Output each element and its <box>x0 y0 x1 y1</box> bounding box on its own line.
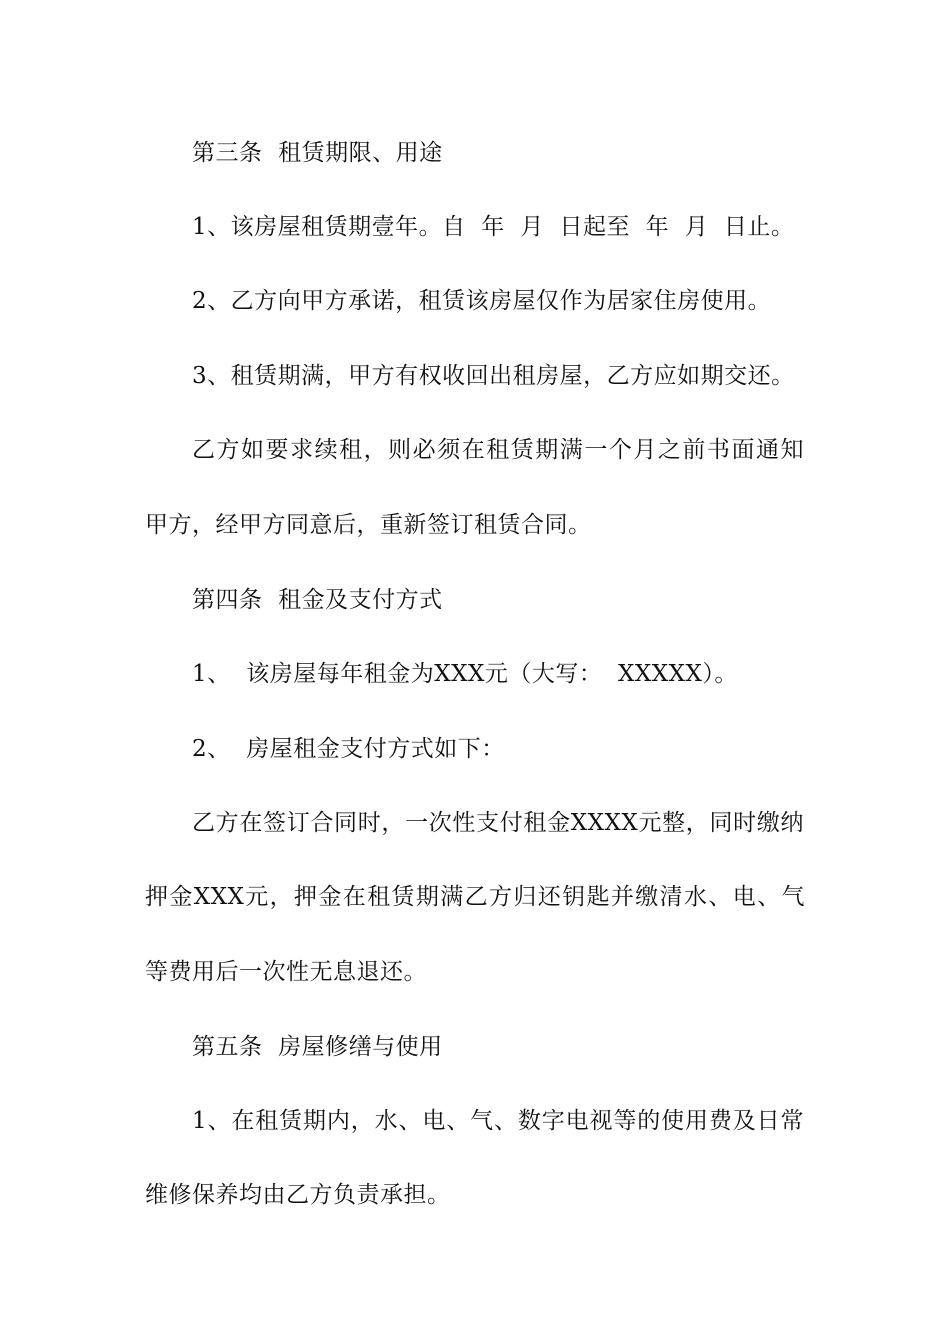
article-4-item-1: 1、 该房屋每年租金为XXX元（大写： XXXXX）。 <box>192 661 738 687</box>
article-5-item-1-line-1: 1、在租赁期内，水、电、气、数字电视等的使用费及日常 <box>192 1108 804 1134</box>
article-4-paragraph-line-1: 乙方在签订合同时，一次性支付租金XXXX元整，同时缴纳 <box>192 810 804 836</box>
article-4-paragraph-line-2: 押金XXX元，押金在租赁期满乙方归还钥匙并缴清水、电、气 <box>145 884 805 910</box>
article-3-heading: 第三条 租赁期限、用途 <box>192 140 443 166</box>
article-4-paragraph-line-3: 等费用后一次性无息退还。 <box>145 959 427 985</box>
article-4-item-2: 2、 房屋租金支付方式如下： <box>192 736 505 762</box>
article-4-heading: 第四条 租金及支付方式 <box>192 587 443 613</box>
article-3-paragraph-line-2: 甲方，经甲方同意后，重新签订租赁合同。 <box>145 512 592 538</box>
article-3-item-2: 2、乙方向甲方承诺，租赁该房屋仅作为居家住房使用。 <box>192 288 772 314</box>
article-5-heading: 第五条 房屋修缮与使用 <box>192 1034 443 1060</box>
article-5-item-1-line-2: 维修保养均由乙方负责承担。 <box>145 1182 451 1208</box>
article-3-paragraph-line-1: 乙方如要求续租，则必须在租赁期满一个月之前书面通知 <box>192 437 804 463</box>
article-3-item-3: 3、租赁期满，甲方有权收回出租房屋，乙方应如期交还。 <box>192 363 795 389</box>
article-3-item-1: 1、该房屋租赁期壹年。自 年 月 日起至 年 月 日止。 <box>192 214 795 240</box>
